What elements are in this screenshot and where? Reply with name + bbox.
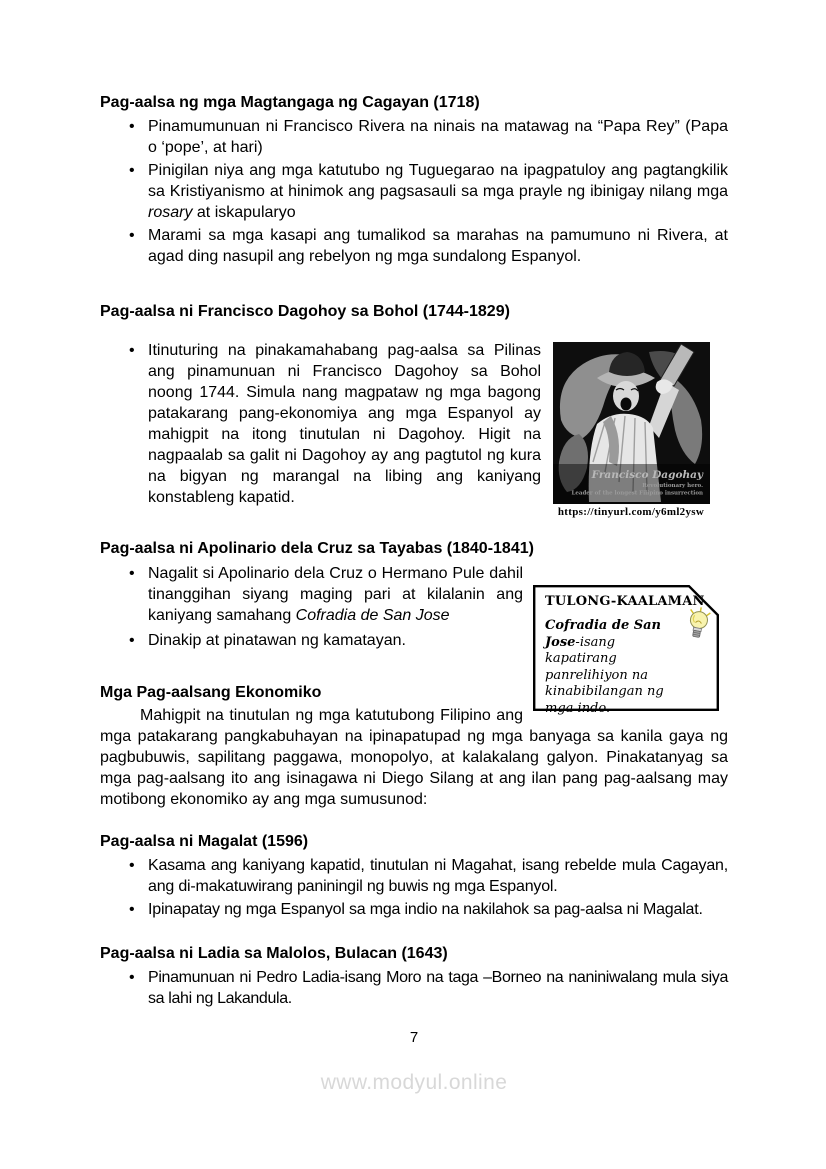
section-heading-cagayan: Pag-aalsa ng mga Magtangaga ng Cagayan (1718)	[100, 94, 480, 111]
callout-term: Cofradia de San Jose	[545, 618, 662, 650]
bullet-text: Pinamumunuan ni Francisco Rivera na ninais na matawag na “Papa Rey” (Papa o ‘pope’, at hari)	[148, 118, 728, 156]
bullet-text: Nagalit si Apolinario dela Cruz o Hermano Pule dahil tinanggihan siyang maging pari at kilalanin ang kaniyang samahang	[148, 565, 523, 624]
bullet-item	[100, 630, 728, 651]
bullet-item	[100, 116, 728, 158]
section-dagohoy	[100, 301, 728, 518]
bullet-item	[100, 340, 728, 508]
bullet-list-magalat	[100, 855, 728, 920]
bullet-item	[100, 225, 728, 267]
bullet-text: Dinakip at pinatawan ng kamatayan.	[148, 632, 406, 649]
bullet-text-italic: rosary	[148, 204, 193, 221]
page-number: 7	[409, 1029, 419, 1046]
bullet-text: Pinigilan niya ang mga katutubo ng Tuguegarao na ipagpatuloy ang pagtangkilik sa Kristiyanismo at hinimok ang pagsasauli sa mga prayle ng ibinigay nilang mga	[148, 162, 728, 200]
bullet-text: at iskapularyo	[192, 204, 296, 221]
bullet-text: Kasama ang kaniyang kapatid, tinutulan ni Magahat, isang rebelde mula Cagayan, ang di-makatuwirang paniningil ng buwis ng mga Espanyol.	[148, 857, 728, 895]
bullet-item	[100, 563, 728, 626]
bullet-list-tayabas	[100, 563, 728, 651]
section-magalat	[100, 831, 728, 920]
section-heading-ekonomiko: Mga Pag-aalsang Ekonomiko	[100, 684, 322, 701]
bullet-text: Itinuturing na pinakamahabang pag-aalsa sa Pilinas ang pinamunuan ni Francisco Dagohoy sa Bohol noong 1744. Simula nang magpataw ng mga bagong patakarang pang-ekonomiya ang mga Espanyol ay mahigpit na itong tinutulan ni Dagohoy. Higit na nagpaalab sa galit ni Dagohoy ay ang pagtutol ng kura na bigyan ng marangal na libing ang kaniyang konstableng kapatid.	[148, 342, 541, 506]
callout-definition-text: -isang kapatirang panrelihiyon na kinabibilangan ng mga indo.	[545, 634, 664, 716]
image-title-text: Francisco Dagohay	[591, 469, 703, 481]
section-ladia	[100, 943, 728, 1009]
callout-title: TULONG-KAALAMAN	[545, 594, 705, 609]
bullet-text: Marami sa mga kasapi ang tumalikod sa marahas na pamumuno ni Rivera, at agad ding nasupil ang rebelyon ng mga sundalong Espanyol.	[148, 227, 728, 265]
image-subtitle-text: Revolutionary hero.	[642, 483, 703, 489]
bullet-text: Pinamunuan ni Pedro Ladia-isang Moro na taga –Borneo na naniniwalang mula siya sa lahi ng Lakandula.	[148, 969, 728, 1007]
bullet-item	[100, 160, 728, 223]
bullet-item	[100, 855, 728, 897]
page-content	[100, 0, 728, 1095]
section-heading-dagohoy: Pag-aalsa ni Francisco Dagohoy sa Bohol (1744-1829)	[100, 303, 510, 320]
ekonomiko-paragraph: Mahigpit na tinutulan ng mga katutubong Filipino ang mga patakarang pangkabuhayan na ipinapatupad ng mga banyaga sa kanila gaya ng pagbubuwis, sapilitang paggawa, monopolyo, at kalakalang galyon. Pinakatanyag sa mga pag-aalsang ito ang isinagawa ni Diego Silang at ang ilan pang pag-aalsang may motibong ekonomiko ay ang mga sumusunod:	[100, 707, 728, 808]
bullet-list-dagohoy	[100, 340, 728, 508]
bullet-list-ladia	[100, 967, 728, 1009]
section-cagayan	[100, 92, 728, 267]
image-source-url: https://tinyurl.com/y6ml2ysw	[557, 506, 705, 518]
section-heading-ladia: Pag-aalsa ni Ladia sa Malolos, Bulacan (1643)	[100, 945, 448, 962]
site-watermark: www.modyul.online	[320, 1071, 508, 1094]
section-body	[100, 340, 728, 518]
bullet-text-italic: Cofradia de San Jose	[295, 607, 450, 624]
bullet-item	[100, 967, 728, 1009]
bullet-text: Ipinapatay ng mga Espanyol sa mga indio na nakilahok sa pag-aalsa ni Magalat.	[148, 901, 703, 918]
section-heading-tayabas: Pag-aalsa ni Apolinario dela Cruz sa Tayabas (1840-1841)	[100, 540, 534, 557]
image-subtitle-text: Leader of the longest Filipino insurrection	[571, 490, 703, 497]
bullet-item	[100, 899, 728, 920]
bullet-list-cagayan	[100, 116, 728, 267]
section-heading-magalat: Pag-aalsa ni Magalat (1596)	[100, 833, 309, 850]
